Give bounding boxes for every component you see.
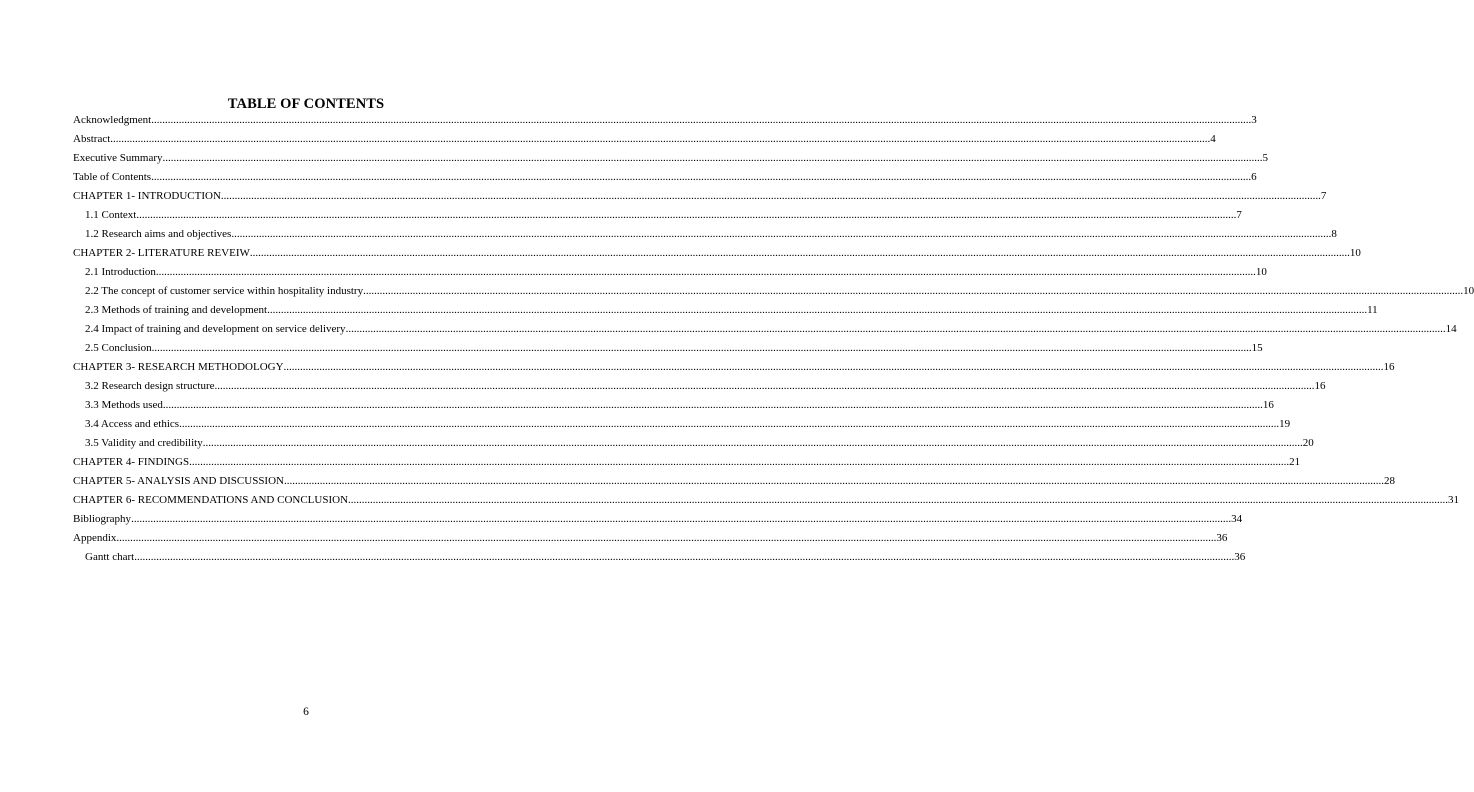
dot-leader: ................................................................................................................................................................................................................................................................................................................................................................................................................	[231, 228, 1332, 240]
toc-entry-label: 2.2 The concept of customer service within hospitality industry	[85, 285, 364, 297]
toc-entry-page: 7	[1320, 190, 1327, 202]
toc-entry-label: CHAPTER 3- RESEARCH METHODOLOGY	[73, 361, 284, 373]
toc-entry-page: 16	[1383, 361, 1395, 373]
toc-entry[interactable]	[73, 434, 1314, 453]
toc-entry-line	[73, 529, 1228, 548]
toc-entry-page: 6	[1251, 171, 1257, 183]
toc-entry-page: 36	[1216, 532, 1228, 544]
toc-entry-line	[73, 149, 1269, 168]
toc-entry[interactable]	[73, 111, 1257, 130]
dot-leader: ................................................................................................................................................................................................................................................................................................................................................................................................................	[131, 513, 1232, 525]
toc-entry-label: 3.4 Access and ethics	[85, 418, 180, 430]
toc-entry-line	[85, 301, 1378, 320]
toc-entry-label: 2.3 Methods of training and development	[85, 304, 268, 316]
toc-entry-label: Bibliography	[73, 513, 132, 525]
toc-entry-label: 2.5 Conclusion	[85, 342, 152, 354]
dot-leader: ................................................................................................................................................................................................................................................................................................................................................................................................................	[220, 190, 1321, 202]
toc-entry-line	[73, 244, 1361, 263]
toc-entry-page: 21	[1289, 456, 1301, 468]
page-number: 6	[303, 706, 309, 718]
toc-entry-line	[85, 434, 1314, 453]
toc-entry-page: 20	[1302, 437, 1314, 449]
dot-leader: ................................................................................................................................................................................................................................................................................................................................................................................................................	[151, 171, 1252, 183]
toc-entry-label: 1.1 Context	[85, 209, 137, 221]
toc-entry-label: CHAPTER 5- ANALYSIS AND DISCUSSION	[73, 475, 284, 487]
toc-entry[interactable]	[73, 301, 1378, 320]
toc-entry-page: 34	[1231, 513, 1243, 525]
dot-leader: ................................................................................................................................................................................................................................................................................................................................................................................................................	[162, 399, 1263, 411]
toc-entry[interactable]	[73, 244, 1361, 263]
dot-leader: ................................................................................................................................................................................................................................................................................................................................................................................................................	[214, 380, 1315, 392]
toc-entry-line	[73, 187, 1327, 206]
toc-entry-line	[73, 168, 1257, 187]
dot-leader: ................................................................................................................................................................................................................................................................................................................................................................................................................	[179, 418, 1280, 430]
toc-entry[interactable]	[73, 187, 1327, 206]
dot-leader: ................................................................................................................................................................................................................................................................................................................................................................................................................	[189, 456, 1290, 468]
toc-entry-page: 36	[1234, 551, 1246, 563]
toc-entry-page: 5	[1262, 152, 1269, 164]
toc-entry-label: Abstract	[73, 133, 111, 145]
toc-entry-label: Acknowledgment	[73, 114, 152, 126]
toc-entry-page: 15	[1251, 342, 1263, 354]
dot-leader: ................................................................................................................................................................................................................................................................................................................................................................................................................	[162, 152, 1263, 164]
toc-entry-label: 3.5 Validity and credibility	[85, 437, 203, 449]
dot-leader: ................................................................................................................................................................................................................................................................................................................................................................................................................	[363, 285, 1464, 297]
dot-leader: ................................................................................................................................................................................................................................................................................................................................................................................................................	[283, 475, 1384, 487]
toc-entry-page: 31	[1448, 494, 1460, 506]
toc-entry[interactable]	[73, 225, 1337, 244]
toc-entry[interactable]	[73, 320, 1457, 339]
toc-entry-label: 2.1 Introduction	[85, 266, 156, 278]
toc-entry-line	[85, 263, 1267, 282]
toc-entry[interactable]	[73, 206, 1242, 225]
toc-entry-label: Appendix	[73, 532, 117, 544]
dot-leader: ................................................................................................................................................................................................................................................................................................................................................................................................................	[267, 304, 1368, 316]
toc-entry[interactable]	[73, 339, 1263, 358]
toc-list	[73, 111, 1474, 567]
toc-entry-label: CHAPTER 6- RECOMMENDATIONS AND CONCLUSION	[73, 494, 349, 506]
toc-entry-line	[73, 472, 1395, 491]
dot-leader: ................................................................................................................................................................................................................................................................................................................................................................................................................	[110, 133, 1211, 145]
dot-leader: ................................................................................................................................................................................................................................................................................................................................................................................................................	[151, 114, 1252, 126]
toc-entry[interactable]	[73, 282, 1474, 301]
toc-entry-page: 16	[1262, 399, 1274, 411]
toc-entry[interactable]	[73, 453, 1301, 472]
toc-entry-line	[73, 453, 1301, 472]
toc-entry-page: 8	[1331, 228, 1337, 240]
toc-entry-page: 4	[1210, 133, 1216, 145]
toc-entry-line	[85, 396, 1274, 415]
toc-entry[interactable]	[73, 548, 1246, 567]
toc-entry[interactable]	[73, 130, 1216, 149]
toc-entry-line	[85, 225, 1337, 244]
toc-entry[interactable]	[73, 263, 1267, 282]
dot-leader: ................................................................................................................................................................................................................................................................................................................................................................................................................	[116, 532, 1217, 544]
toc-title: TABLE OF CONTENTS	[227, 96, 385, 112]
toc-entry-label: 3.2 Research design structure	[85, 380, 215, 392]
toc-entry-line	[73, 130, 1216, 149]
toc-entry-page: 10	[1255, 266, 1267, 278]
toc-entry-line	[85, 339, 1263, 358]
toc-entry[interactable]	[73, 358, 1395, 377]
toc-entry-label: 3.3 Methods used	[85, 399, 163, 411]
toc-entry-label: Table of Contents	[73, 171, 152, 183]
toc-entry-line	[85, 206, 1242, 225]
toc-entry-line	[85, 415, 1291, 434]
dot-leader: ................................................................................................................................................................................................................................................................................................................................................................................................................	[136, 209, 1237, 221]
toc-entry[interactable]	[73, 529, 1228, 548]
toc-entry-label: CHAPTER 1- INTRODUCTION	[73, 190, 221, 202]
toc-entry-line	[85, 320, 1457, 339]
toc-entry[interactable]	[73, 510, 1243, 529]
toc-entry[interactable]	[73, 472, 1395, 491]
toc-entry-label: 2.4 Impact of training and development on service delivery	[85, 323, 346, 335]
toc-entry-page: 14	[1445, 323, 1457, 335]
dot-leader: ................................................................................................................................................................................................................................................................................................................................................................................................................	[134, 551, 1235, 563]
toc-entry-line	[85, 377, 1326, 396]
toc-entry-label: 1.2 Research aims and objectives	[85, 228, 232, 240]
dot-leader: ................................................................................................................................................................................................................................................................................................................................................................................................................	[345, 323, 1446, 335]
toc-entry[interactable]	[73, 168, 1257, 187]
toc-entry[interactable]	[73, 377, 1326, 396]
toc-entry-line	[73, 111, 1257, 130]
toc-entry-label: CHAPTER 2- LITERATURE REVEIW	[73, 247, 250, 259]
toc-entry[interactable]	[73, 415, 1291, 434]
toc-entry-line	[85, 548, 1246, 567]
toc-entry[interactable]	[73, 396, 1274, 415]
toc-entry-line	[73, 510, 1243, 529]
dot-leader: ................................................................................................................................................................................................................................................................................................................................................................................................................	[155, 266, 1256, 278]
toc-entry-line	[73, 491, 1460, 510]
toc-entry-page: 10	[1349, 247, 1361, 259]
dot-leader: ................................................................................................................................................................................................................................................................................................................................................................................................................	[283, 361, 1384, 373]
toc-entry-line	[85, 282, 1474, 301]
toc-entry-page: 11	[1367, 304, 1378, 316]
toc-entry-label: Executive Summary	[73, 152, 163, 164]
dot-leader: ................................................................................................................................................................................................................................................................................................................................................................................................................	[202, 437, 1303, 449]
toc-entry-page: 19	[1279, 418, 1291, 430]
toc-entry-page: 3	[1251, 114, 1257, 126]
dot-leader: ................................................................................................................................................................................................................................................................................................................................................................................................................	[348, 494, 1449, 506]
toc-entry-page: 16	[1314, 380, 1326, 392]
toc-entry-label: Gantt chart	[85, 551, 135, 563]
toc-entry-label: CHAPTER 4- FINDINGS	[73, 456, 190, 468]
toc-entry[interactable]	[73, 491, 1460, 510]
toc-entry-line	[73, 358, 1395, 377]
dot-leader: ................................................................................................................................................................................................................................................................................................................................................................................................................	[151, 342, 1252, 354]
dot-leader: ................................................................................................................................................................................................................................................................................................................................................................................................................	[249, 247, 1350, 259]
toc-entry-page: 7	[1236, 209, 1242, 221]
toc-entry[interactable]	[73, 149, 1269, 168]
toc-entry-page: 28	[1383, 475, 1395, 487]
toc-entry-page: 10	[1463, 285, 1474, 297]
